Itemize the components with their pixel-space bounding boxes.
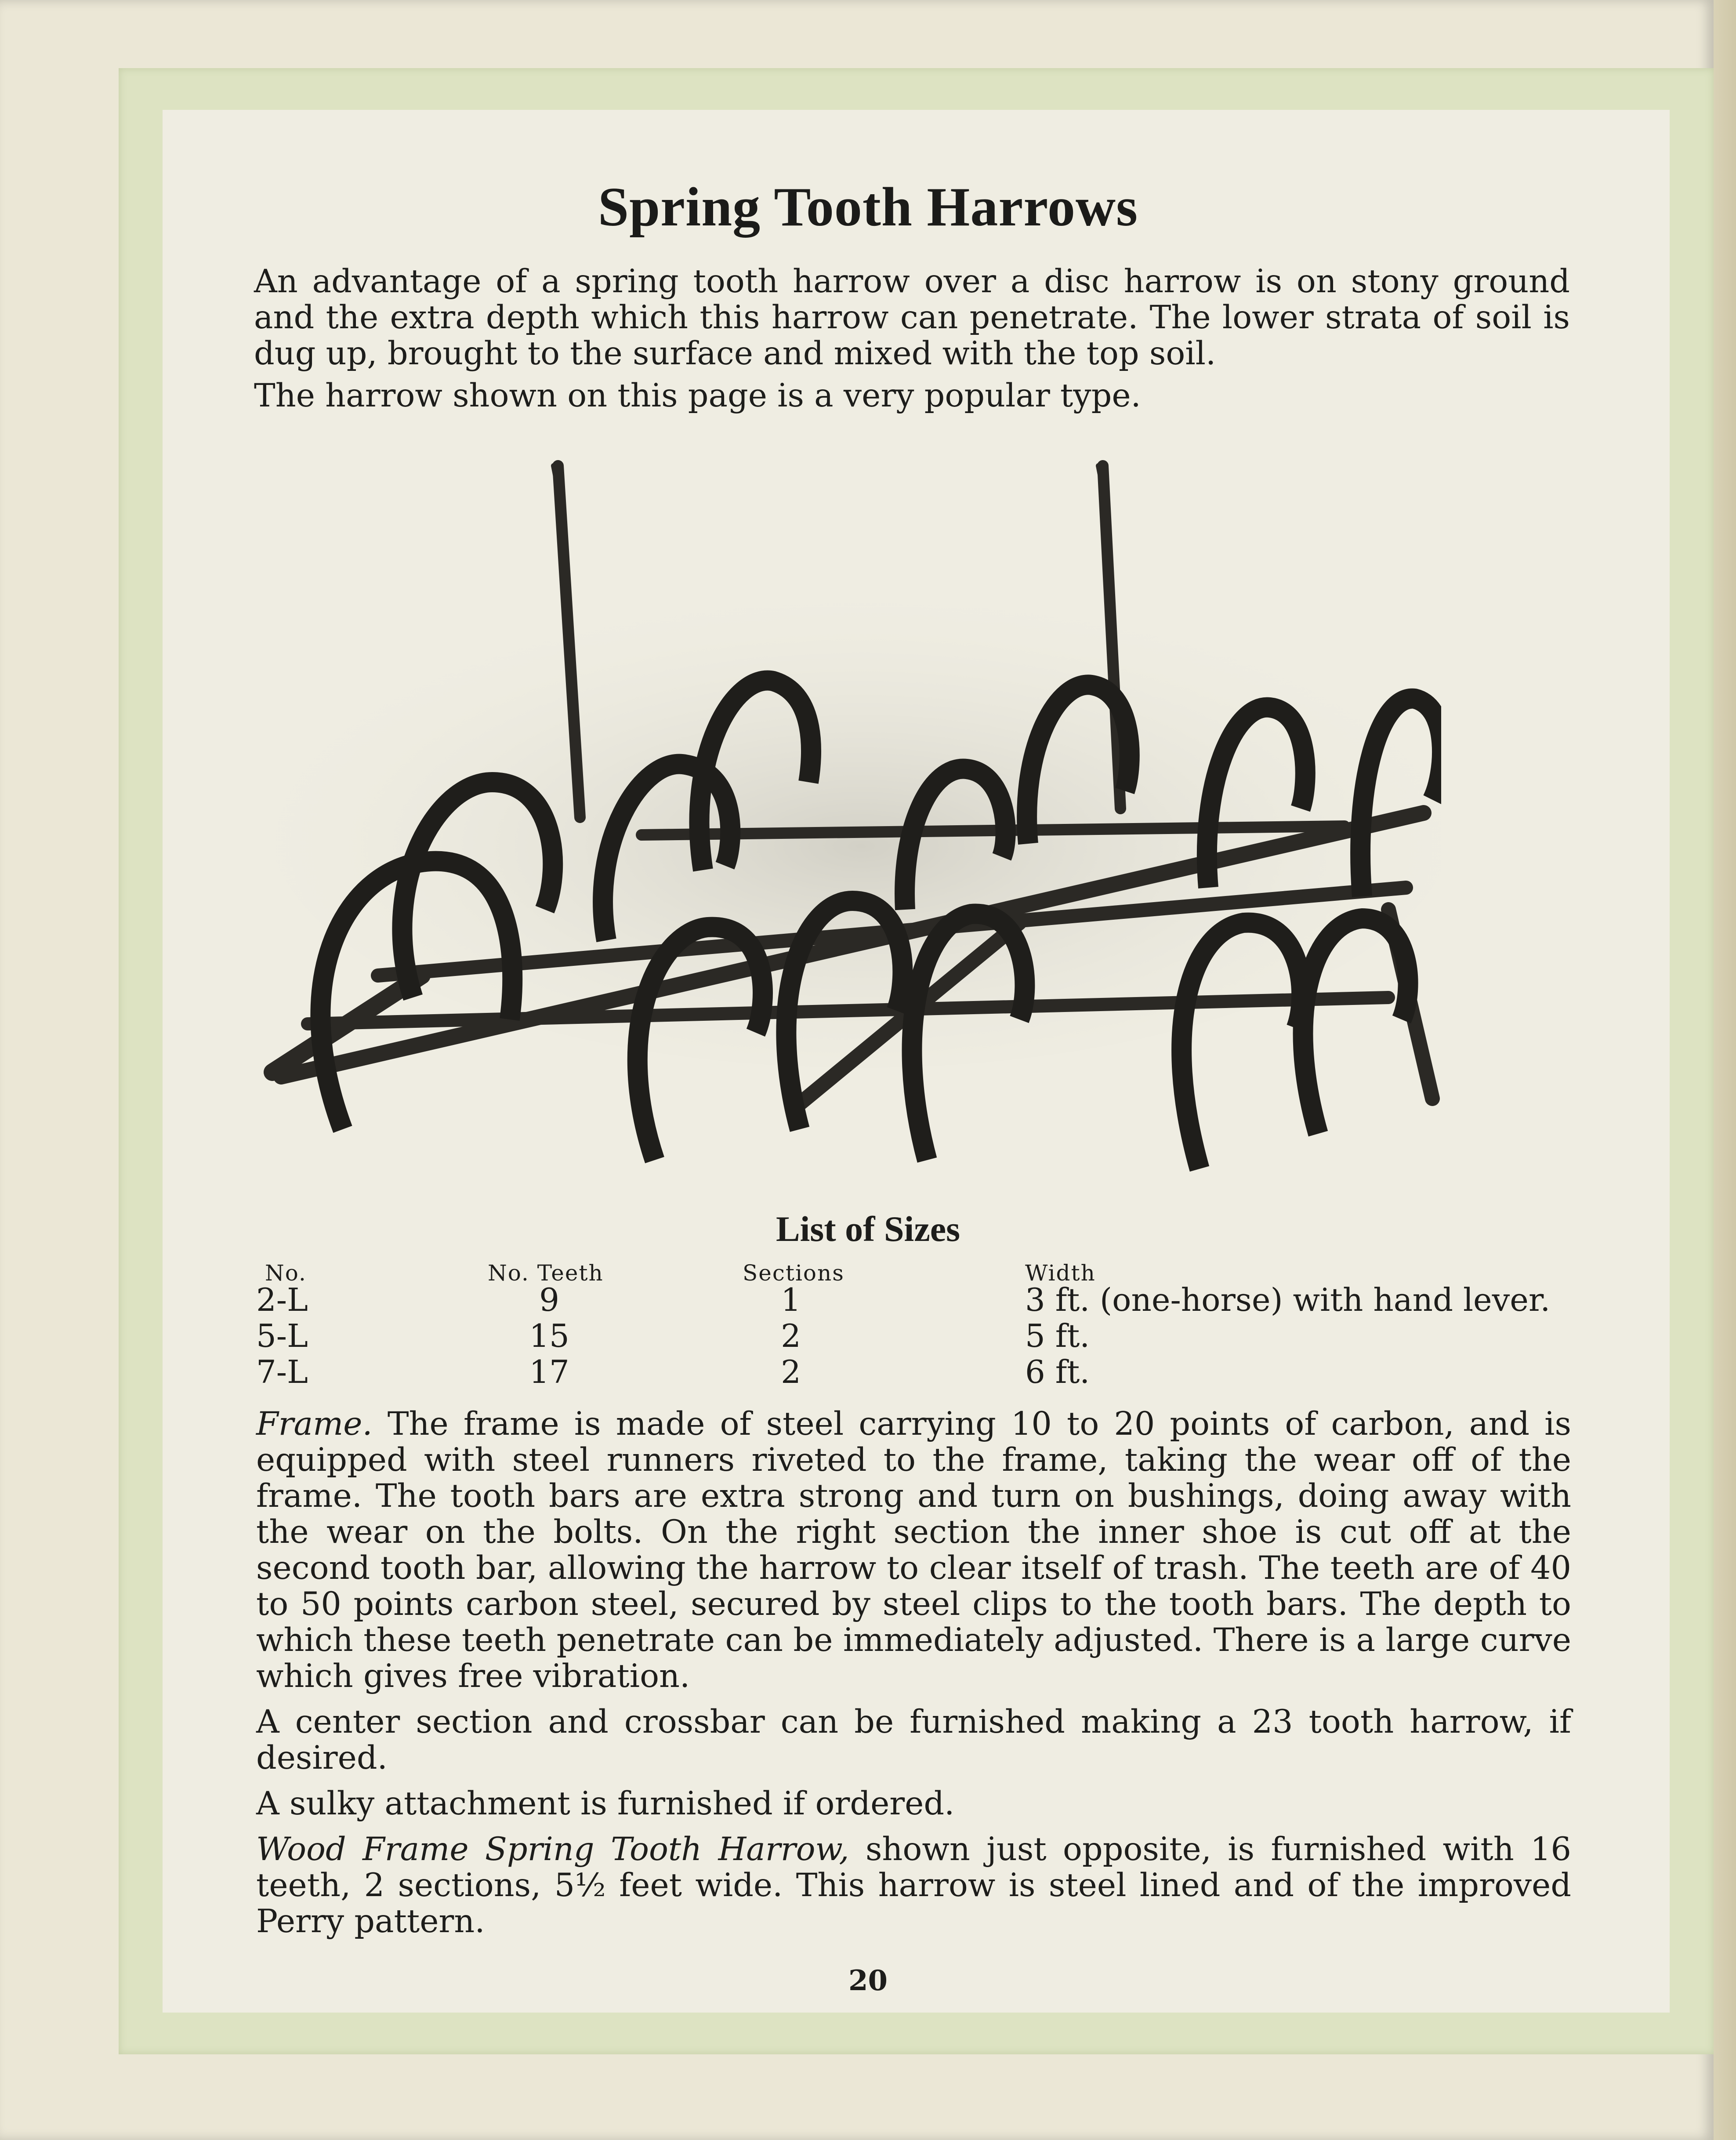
intro-paragraph-2: The harrow shown on this page is a very popular type. <box>254 377 1141 414</box>
frame-description: The frame is made of steel carrying 10 to 20 points of carbon, and is equipped with steel runners riveted to the frame, taking the wear off of the frame. The tooth bars are extra strong and turn on bushings, doing away with the wear on the bolts. On the right section the inner shoe is cut off at the second tooth bar, allowing the harrow to clear itself of trash. The teeth are of 40 to 50 points carbon steel, secured by steel clips to the tooth bars. The depth to which these teeth penetrate can be immediately adjusted. There is a large curve which gives free vibration. <box>256 1405 1571 1695</box>
frame-paragraph <box>256 1406 1571 1694</box>
row-5l-teeth: 15 <box>529 1317 569 1354</box>
row-5l-sections: 2 <box>781 1317 801 1354</box>
row-2l-no: 2-L <box>256 1281 308 1318</box>
page-edge <box>1714 0 1736 2140</box>
harrow-drawing <box>246 448 1441 1178</box>
intro-paragraph-1: An advantage of a spring tooth harrow over a disc harrow is on stony ground and the extra depth which this harrow can penetrate. The lower strata of soil is dug up, brought to the surface and mixed with the top soil. <box>254 263 1570 372</box>
row-2l-width: 3 ft. (one-horse) with hand lever. <box>1025 1281 1551 1318</box>
column-header-no: No. <box>265 1260 307 1286</box>
row-2l-sections: 1 <box>781 1281 801 1318</box>
intro-text <box>254 264 1570 414</box>
page-title: Spring Tooth Harrows <box>598 177 1138 238</box>
sulky-paragraph: A sulky attachment is furnished if ordered. <box>256 1785 955 1822</box>
wood-frame-label: Wood Frame Spring Tooth Harrow, <box>256 1831 849 1868</box>
row-5l-no: 5-L <box>256 1317 308 1354</box>
frame-label: Frame. <box>256 1405 373 1443</box>
column-header-sections: Sections <box>743 1260 844 1286</box>
description-text <box>256 1406 1571 1940</box>
wood-frame-description: shown just opposite, is furnished with 16 teeth, 2 sections, 5½ feet wide. This harrow is steel lined and of the improved Perry pattern. <box>256 1831 1571 1940</box>
spring-tooth-harrow-illustration <box>246 448 1441 1178</box>
center-section-paragraph: A center section and crossbar can be furnished making a 23 tooth harrow, if desired. <box>256 1703 1571 1777</box>
row-7l-no: 7-L <box>256 1353 308 1390</box>
wood-frame-paragraph <box>256 1832 1571 1940</box>
column-header-width: Width <box>1025 1260 1096 1286</box>
page-number: 20 <box>848 1964 888 1997</box>
list-of-sizes-heading: List of Sizes <box>776 1209 960 1249</box>
row-7l-width: 6 ft. <box>1025 1353 1090 1390</box>
row-5l-width: 5 ft. <box>1025 1317 1090 1354</box>
row-2l-teeth: 9 <box>539 1281 559 1318</box>
row-7l-sections: 2 <box>781 1353 801 1390</box>
column-header-teeth: No. Teeth <box>488 1260 604 1286</box>
row-7l-teeth: 17 <box>529 1353 569 1390</box>
